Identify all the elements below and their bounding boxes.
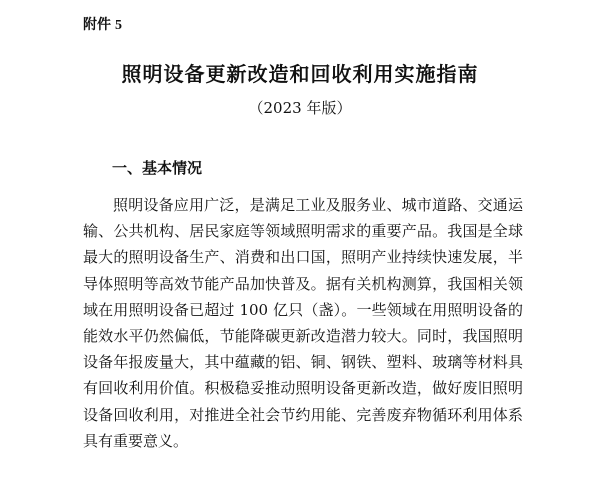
body-line: 导体照明等高效节能产品加快普及。据有关机构测算，我国相关领 [83,274,523,293]
document-title: 照明设备更新改造和回收利用实施指南 [121,62,479,86]
attachment-number: 5 [115,18,122,33]
body-line: 有回收利用价值。积极稳妥推动照明设备更新改造，做好废旧照明 [83,379,523,398]
body-line: 能效水平仍然偏低，节能降碳更新改造潜力较大。同时，我国照明 [83,326,523,345]
document-edition: （2023 年版） [248,99,352,117]
body-line: 照明设备应用广泛，是满足工业及服务业、城市道路、交通运 [113,196,523,214]
section-body [83,192,523,454]
body-line: 设备年报废量大，其中蕴藏的铝、铜、钢铁、塑料、玻璃等材料具 [83,353,523,372]
attachment-label-text: 附件 [83,17,111,33]
attachment-label [83,16,122,35]
section-heading: 一、基本情况 [112,159,203,177]
body-line: 具有重要意义。 [83,431,189,450]
body-line: 输、公共机构、居民家庭等领域照明需求的重要产品。我国是全球 [83,222,523,241]
body-line: 域在用照明设备已超过 100 亿只（盏）。一些领域在用照明设备的 [83,300,523,319]
body-line: 最大的照明设备生产、消费和出口国，照明产业持续快速发展，半 [83,248,523,267]
body-line: 设备回收利用，对推进全社会节约用能、完善废弃物循环利用体系 [83,405,523,424]
